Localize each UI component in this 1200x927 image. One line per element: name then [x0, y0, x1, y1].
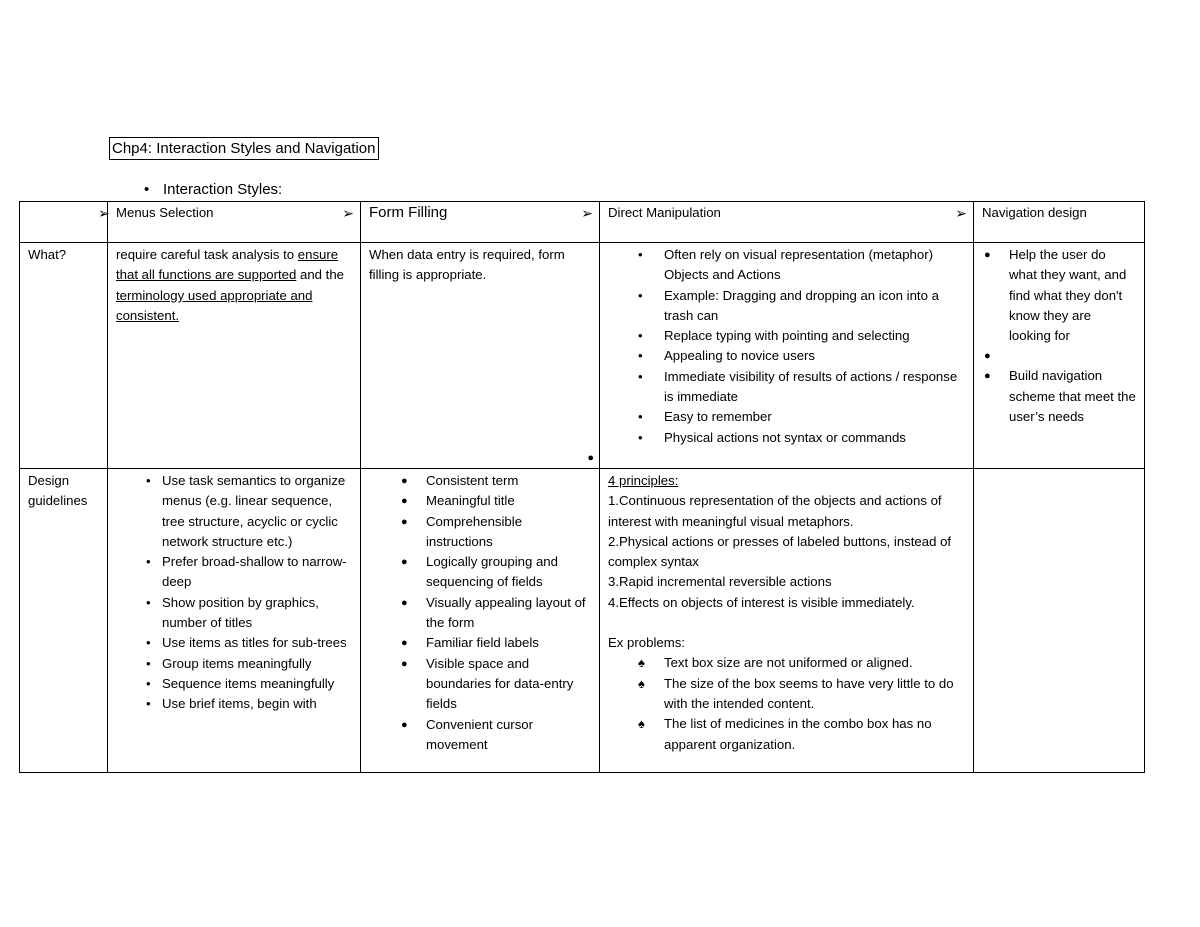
header-direct: Direct Manipulation: [608, 205, 721, 220]
row-label-design: Design guidelines: [20, 469, 108, 773]
problems-heading: Ex problems:: [608, 635, 685, 651]
row-label-what: What?: [20, 243, 108, 469]
list-item: ♠ Text box size are not uniformed or aligned.: [608, 653, 965, 673]
list-item: ● Comprehensible instructions: [399, 512, 591, 553]
list-item: ● Help the user do what they want, and find what they don't know they are looking for: [982, 245, 1136, 346]
what-form-text: When data entry is required, form filling is appropriate.: [369, 247, 565, 283]
document-title: Chp4: Interaction Styles and Navigation: [109, 137, 379, 160]
arrowhead-bullet-icon: ➢: [955, 205, 967, 221]
what-menus-text-4: terminology used appropriate and consistent.: [116, 287, 313, 323]
arrowhead-bullet-icon: ➢: [98, 205, 110, 221]
list-item: • Use task semantics to organize menus (e.g. linear sequence, tree structure, acyclic or cyclic network structure etc.): [116, 471, 352, 552]
principle-item: 3.Rapid incremental reversible actions: [608, 574, 832, 590]
list-item: ● Build navigation scheme that meet the user’s needs: [982, 366, 1136, 427]
header-cell-direct: [600, 202, 974, 243]
list-item: ● Familiar field labels: [399, 633, 591, 653]
spacer: [608, 613, 965, 633]
what-nav: [974, 243, 1145, 469]
list-item: ● Consistent term: [399, 471, 591, 491]
what-menus-text-1: require careful task analysis to: [116, 247, 298, 262]
design-direct: [600, 469, 974, 773]
header-cell-nav: [974, 202, 1145, 243]
principle-item: 4.Effects on objects of interest is visible immediately.: [608, 594, 915, 610]
design-menus-list: [116, 471, 352, 715]
what-form: [361, 243, 600, 469]
arrowhead-bullet-icon: ➢: [342, 205, 354, 221]
list-item: • Use items as titles for sub-trees: [116, 633, 352, 653]
list-item: • Physical actions not syntax or commands: [608, 428, 965, 448]
header-cell-menus: [108, 202, 361, 243]
principles-heading: 4 principles:: [608, 473, 679, 488]
design-nav: [974, 469, 1145, 773]
list-item: • Example: Dragging and dropping an icon into a trash can: [608, 286, 965, 327]
list-item: • Immediate visibility of results of actions / response is immediate: [608, 367, 965, 408]
what-direct: [600, 243, 974, 469]
header-cell-empty: [20, 202, 108, 243]
disc-bullet-icon: ●: [587, 452, 594, 464]
what-direct-list: [608, 245, 965, 448]
list-item: ● Convenient cursor movement: [399, 715, 591, 756]
list-item: • Prefer broad-shallow to narrow-deep: [116, 552, 352, 593]
spacer: [982, 346, 1136, 366]
list-item: ● Meaningful title: [399, 491, 591, 511]
header-menus: Menus Selection: [116, 205, 214, 220]
list-item: ● Visible space and boundaries for data-entry fields: [399, 654, 591, 715]
what-menus-text-2: ensure that all functions are supported: [116, 247, 339, 283]
list-item: • Appealing to novice users: [608, 346, 965, 366]
list-item: ● Logically grouping and sequencing of fields: [399, 552, 591, 593]
list-item: ♠ The list of medicines in the combo box has no apparent organization.: [608, 714, 965, 755]
what-menus-text-3: and the: [296, 267, 345, 283]
design-menus: [108, 469, 361, 773]
design-form-list: [369, 471, 591, 755]
header-form: Form Filling: [369, 204, 448, 221]
header-cell-form: [361, 202, 600, 243]
disc-bullet-icon: •: [144, 181, 150, 198]
what-menus: [108, 243, 361, 469]
list-item: • Often rely on visual representation (metaphor) Objects and Actions: [608, 245, 965, 286]
header-row: [20, 202, 1145, 243]
problems-list: [608, 653, 965, 754]
list-item: • Replace typing with pointing and selecting: [608, 326, 965, 346]
section-heading: [144, 180, 282, 200]
design-form: [361, 469, 600, 773]
interaction-styles-table: [19, 201, 1145, 773]
what-row: [20, 243, 1145, 469]
principle-item: 1.Continuous representation of the objects and actions of interest with meaningful visual metaphors.: [608, 493, 942, 529]
list-item: ● Visually appealing layout of the form: [399, 593, 591, 634]
list-item: • Easy to remember: [608, 407, 965, 427]
principle-item: 2.Physical actions or presses of labeled buttons, instead of complex syntax: [608, 533, 952, 570]
arrowhead-bullet-icon: ➢: [581, 205, 593, 221]
list-item: • Sequence items meaningfully: [116, 674, 352, 694]
what-nav-list: [982, 245, 1136, 427]
list-item: • Show position by graphics, number of titles: [116, 593, 352, 634]
section-heading-text: Interaction Styles:: [163, 181, 283, 198]
header-nav: Navigation design: [982, 205, 1087, 220]
list-item: • Group items meaningfully: [116, 654, 352, 674]
design-row: [20, 469, 1145, 773]
list-item: • Use brief items, begin with: [116, 694, 352, 714]
list-item: ♠ The size of the box seems to have very little to do with the intended content.: [608, 674, 965, 715]
